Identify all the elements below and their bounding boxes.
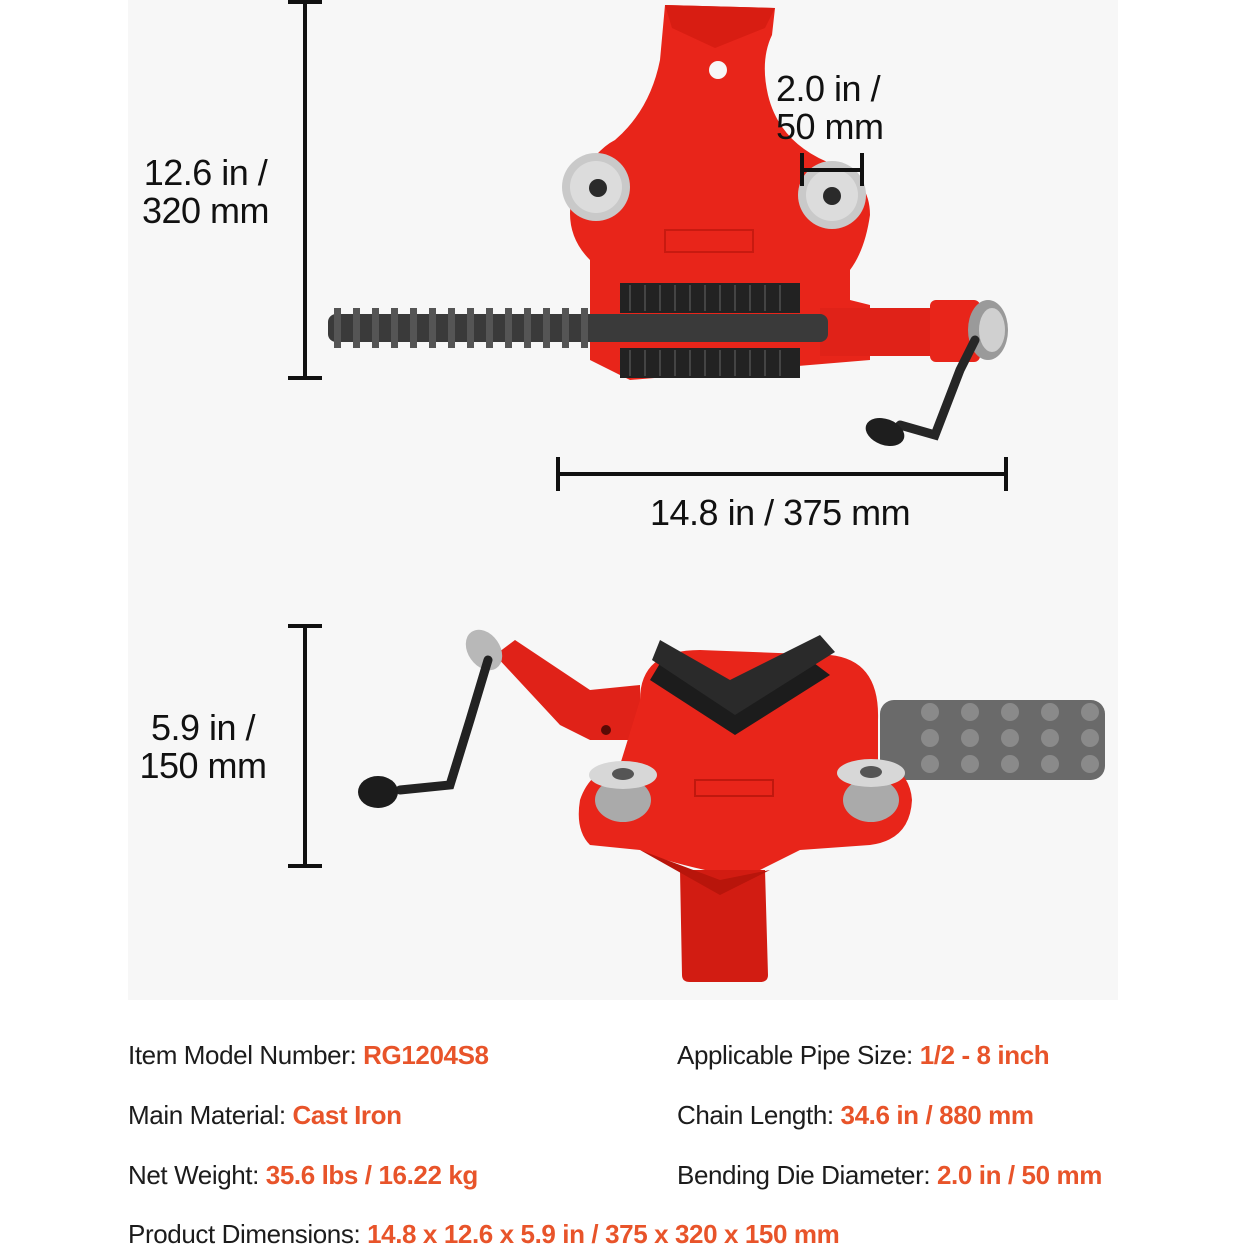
spec-label: Product Dimensions: xyxy=(128,1219,368,1249)
spec-net-weight xyxy=(128,1160,478,1190)
side-view-vise xyxy=(358,623,1105,982)
spec-model-number xyxy=(128,1040,489,1070)
width-dimension-line xyxy=(558,457,1006,491)
height-label-top-line2: 320 mm xyxy=(141,190,270,231)
die-diameter-label xyxy=(776,70,884,146)
spec-label: Chain Length: xyxy=(677,1100,841,1130)
spec-value: Cast Iron xyxy=(292,1100,402,1130)
spec-label: Item Model Number: xyxy=(128,1040,364,1070)
width-label: 14.8 in / 375 mm xyxy=(650,492,911,533)
height-dimension-line-top xyxy=(288,2,322,378)
spec-value: 14.8 x 12.6 x 5.9 in / 375 x 320 x 150 mm xyxy=(367,1219,840,1249)
spec-main-material xyxy=(128,1100,402,1130)
die-label-line2: 50 mm xyxy=(776,106,884,147)
spec-value: RG1204S8 xyxy=(363,1040,489,1070)
top-view-vise xyxy=(328,5,1008,451)
spec-label: Main Material: xyxy=(128,1100,293,1130)
spec-label: Net Weight: xyxy=(128,1160,266,1190)
spec-value: 1/2 - 8 inch xyxy=(919,1040,1050,1070)
height-label-top-line1: 12.6 in / xyxy=(143,152,268,193)
height-label-top xyxy=(138,154,273,230)
spec-value: 34.6 in / 880 mm xyxy=(840,1100,1034,1130)
height-label-side-line2: 150 mm xyxy=(139,745,267,786)
height-label-side xyxy=(138,709,268,785)
die-label-line1: 2.0 in / xyxy=(776,68,881,109)
height-dimension-line-side xyxy=(288,626,322,866)
spec-pipe-size xyxy=(677,1040,1049,1070)
height-label-side-line1: 5.9 in / xyxy=(150,707,256,748)
spec-label: Bending Die Diameter: xyxy=(677,1160,937,1190)
spec-value: 2.0 in / 50 mm xyxy=(937,1160,1102,1190)
spec-bending-die-diameter xyxy=(677,1160,1102,1190)
spec-product-dimensions xyxy=(128,1219,839,1249)
spec-chain-length xyxy=(677,1100,1034,1130)
spec-value: 35.6 lbs / 16.22 kg xyxy=(265,1160,478,1190)
spec-label: Applicable Pipe Size: xyxy=(677,1040,920,1070)
